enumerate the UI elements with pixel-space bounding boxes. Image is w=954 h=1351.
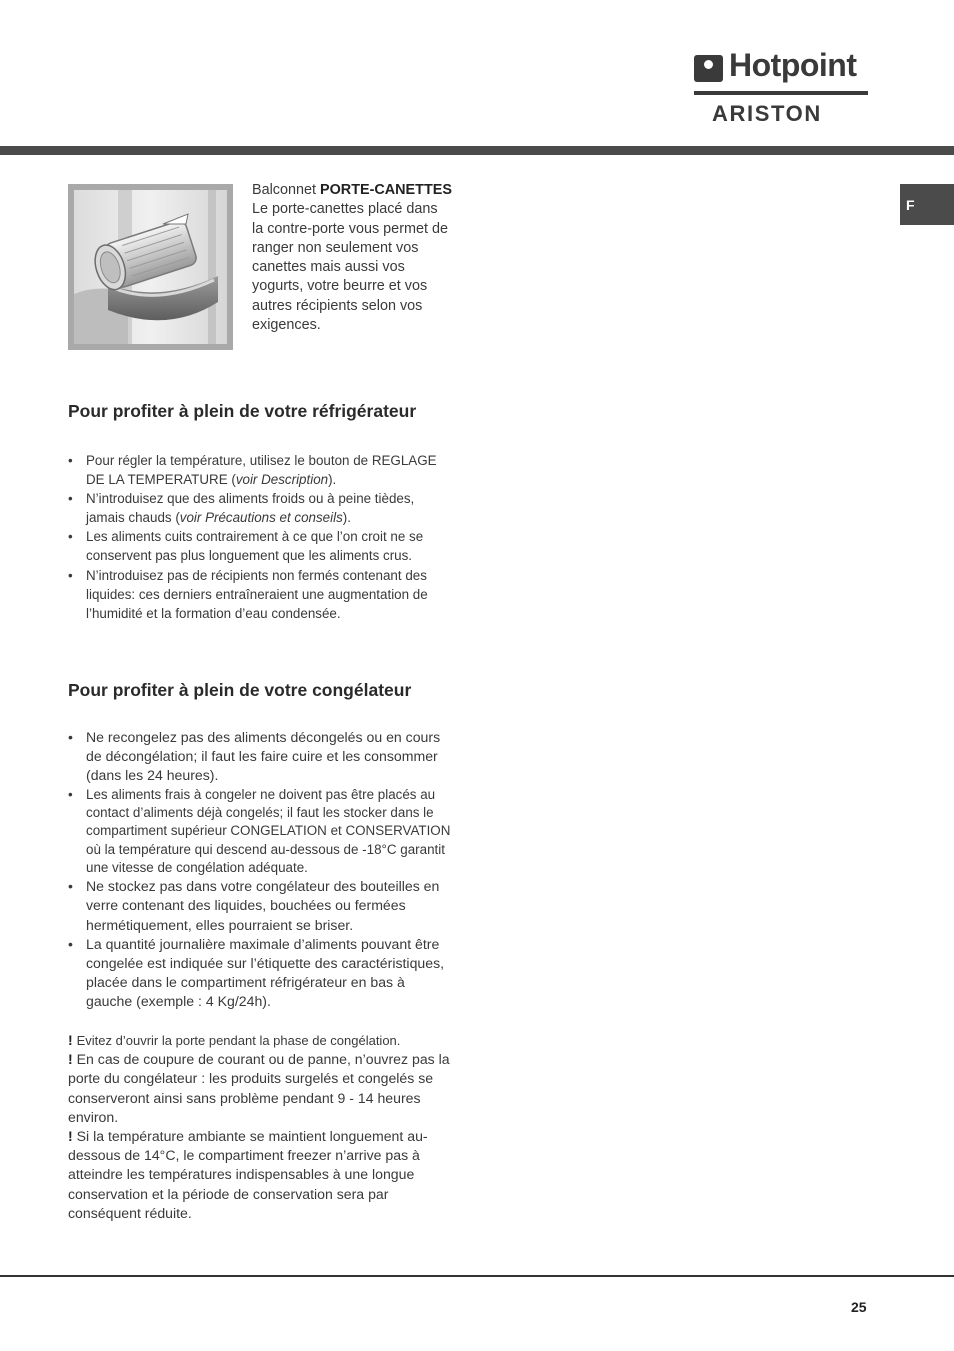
footer-rule — [0, 1275, 954, 1277]
bullet-icon: • — [68, 453, 73, 468]
fridge-tips-list — [68, 451, 452, 623]
freezer-tips-list — [68, 728, 452, 1012]
warning-icon: ! — [68, 1128, 73, 1145]
list-item-text: La quantité journalière maximale d’aliments pouvant être congelée est indiquée sur l’étiquette des caractéristiques, placée dans le compartiment réfrigérateur en bas à gauche (exemple : 4 Kg/24h). — [86, 935, 445, 1010]
list-item-text-end: ). — [328, 472, 337, 488]
warning-note — [68, 1050, 452, 1127]
warning-text: Si la température ambiante se maintient longuement au-dessous de 14°C, le compartiment freezer n’arrive pas à atteindre les températures indispensables à une longue conservation et la période de conservation sera par conséquent réduite. — [68, 1128, 428, 1221]
list-item — [68, 935, 452, 1012]
bullet-icon: • — [68, 729, 73, 745]
list-item — [68, 877, 452, 935]
list-item-text: Pour régler la température, utilisez le bouton de REGLAGE DE LA TEMPERATURE ( — [86, 453, 437, 488]
language-tab-label: F — [906, 197, 915, 213]
warning-icon: ! — [68, 1051, 73, 1068]
can-holder-illustration — [68, 184, 233, 350]
bullet-icon: • — [68, 529, 73, 545]
list-item — [68, 527, 452, 565]
freezer-warnings — [68, 1031, 452, 1223]
logo-mark-icon — [694, 55, 723, 82]
logo-divider — [694, 91, 868, 95]
list-item — [68, 786, 452, 877]
bullet-icon: • — [68, 567, 73, 583]
list-item-text: Les aliments cuits contrairement à ce que l’on croit ne se conservent pas plus longuement que les aliments crus. — [86, 529, 424, 564]
list-item — [68, 451, 452, 489]
freezer-section-title: Pour profiter à plein de votre congélateur — [68, 680, 412, 700]
list-item — [68, 728, 452, 786]
fridge-section-title: Pour profiter à plein de votre réfrigérateur — [68, 401, 417, 421]
warning-text: En cas de coupure de courant ou de panne, n’ouvrez pas la porte du congélateur : les produits surgelés et congelés se conserveront ainsi sans problème pendant 9 - 14 heures environ. — [68, 1051, 450, 1125]
list-item-text: Ne recongelez pas des aliments décongelés ou en cours de décongélation; il faut les faire cuire et les consommer (dans les 24 heures). — [86, 729, 441, 784]
list-item-text: Les aliments frais à congeler ne doivent pas être placés au contact d’aliments déjà congelés; il faut les stocker dans le compartiment supérieur CONGELATION et CONSERVATION où la température qui descend au-dessous de -18°C garantit une vitesse de congélation adéquate. — [86, 786, 451, 875]
warning-note — [68, 1127, 452, 1223]
bullet-icon: • — [68, 786, 73, 802]
logo-sub-brand-text: ARISTON — [712, 101, 822, 126]
header-rule — [0, 146, 954, 155]
list-item-text: Ne stockez pas dans votre congélateur des bouteilles en verre contenant des liquides, bouchées ou fermées hermétiquement, elles pourraient se briser. — [86, 878, 440, 933]
list-item-text: N’introduisez pas de récipients non fermés contenant des liquides: ces derniers entraîneraient une augmentation de l’humidité et la formation d’eau condensée. — [86, 567, 428, 621]
page-number: 25 — [851, 1299, 867, 1315]
hotpoint-ariston-logo — [694, 47, 868, 126]
can-holder-description — [252, 181, 452, 335]
language-tab — [900, 184, 954, 225]
can-holder-title: PORTE-CANETTES — [320, 182, 452, 198]
list-item-text-end: ). — [342, 510, 351, 526]
list-item — [68, 566, 452, 623]
warning-icon: ! — [68, 1032, 73, 1048]
can-holder-label: Balconnet — [252, 182, 321, 198]
warning-text: Evitez d’ouvrir la porte pendant la phase de congélation. — [76, 1033, 401, 1048]
list-item-text: N’introduisez que des aliments froids ou à peine tièdes, jamais chauds ( — [86, 491, 415, 526]
can-holder-body: Le porte-canettes placé dans la contre-porte vous permet de ranger non seulement vos canettes mais aussi vos yogurts, votre beurre et vos autres récipients selon vos exigences. — [252, 201, 448, 334]
list-item-reference: voir Description — [235, 472, 329, 488]
bullet-icon: • — [68, 878, 73, 895]
bullet-icon: • — [68, 935, 73, 952]
warning-note — [68, 1031, 452, 1050]
logo-brand-text: Hotpoint — [729, 47, 857, 83]
bullet-icon: • — [68, 491, 73, 507]
list-item — [68, 489, 452, 527]
list-item-reference: voir Précautions et conseils — [179, 510, 343, 526]
